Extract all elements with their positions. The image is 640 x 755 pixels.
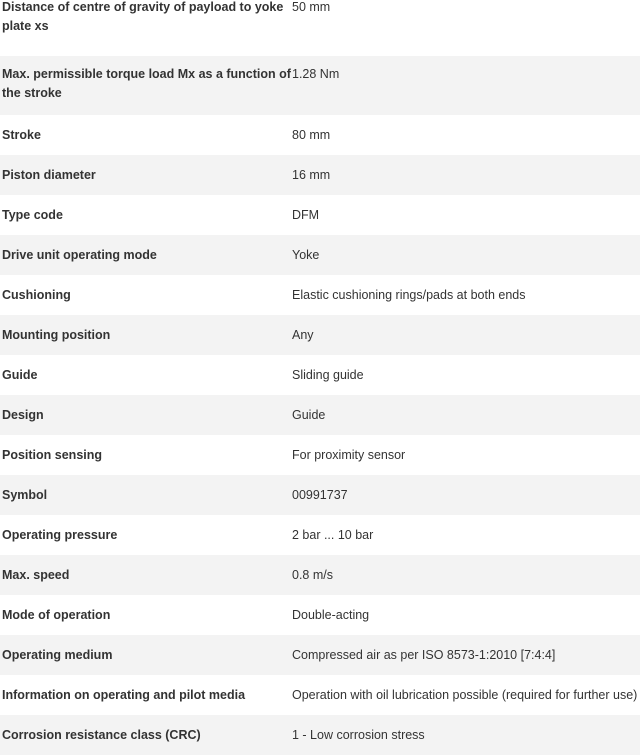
spec-label: Corrosion resistance class (CRC) bbox=[2, 728, 201, 742]
spec-label: Mounting position bbox=[2, 328, 111, 342]
spec-row bbox=[0, 395, 640, 435]
spec-row bbox=[0, 315, 640, 355]
spec-value: 50 mm bbox=[292, 0, 331, 14]
spec-value: 2 bar ... 10 bar bbox=[292, 528, 374, 542]
spec-row bbox=[0, 355, 640, 395]
spec-label: Type code bbox=[2, 208, 63, 222]
spec-value: 1.28 Nm bbox=[292, 67, 340, 81]
spec-row bbox=[0, 115, 640, 155]
spec-label: Max. speed bbox=[2, 568, 70, 582]
spec-row bbox=[0, 275, 640, 315]
spec-row bbox=[0, 675, 640, 715]
spec-row bbox=[0, 56, 640, 115]
spec-label: Stroke bbox=[2, 128, 41, 142]
spec-label: Design bbox=[2, 408, 44, 422]
spec-row bbox=[0, 635, 640, 675]
spec-label: Position sensing bbox=[2, 448, 103, 462]
spec-row bbox=[0, 475, 640, 515]
spec-value: DFM bbox=[292, 208, 320, 222]
spec-value: 00991737 bbox=[292, 488, 348, 502]
spec-value: Sliding guide bbox=[292, 368, 364, 382]
spec-value: Any bbox=[292, 328, 314, 342]
spec-row bbox=[0, 435, 640, 475]
spec-row bbox=[0, 155, 640, 195]
spec-value: For proximity sensor bbox=[292, 448, 406, 462]
spec-value: Elastic cushioning rings/pads at both ends bbox=[292, 288, 526, 302]
spec-value: 1 - Low corrosion stress bbox=[292, 728, 425, 742]
spec-label: Drive unit operating mode bbox=[2, 248, 157, 262]
spec-value: Double-acting bbox=[292, 608, 370, 622]
spec-row bbox=[0, 715, 640, 755]
spec-row bbox=[0, 0, 640, 56]
spec-row bbox=[0, 555, 640, 595]
spec-value: Compressed air as per ISO 8573-1:2010 [7:4:4] bbox=[292, 648, 556, 662]
spec-label: Mode of operation bbox=[2, 608, 111, 622]
spec-label: Operating medium bbox=[2, 648, 113, 662]
spec-value: Yoke bbox=[292, 248, 320, 262]
spec-value: Operation with oil lubrication possible (required for further use) bbox=[292, 688, 638, 702]
spec-row bbox=[0, 235, 640, 275]
spec-row bbox=[0, 595, 640, 635]
spec-value: Guide bbox=[292, 408, 326, 422]
spec-label: Piston diameter bbox=[2, 168, 96, 182]
spec-label: Distance of centre of gravity of payload to yoke plate xs bbox=[2, 0, 284, 33]
spec-label: Max. permissible torque load Mx as a function of the stroke bbox=[2, 67, 291, 100]
spec-label: Operating pressure bbox=[2, 528, 118, 542]
spec-label: Information on operating and pilot media bbox=[2, 688, 246, 702]
spec-row bbox=[0, 515, 640, 555]
spec-label: Cushioning bbox=[2, 288, 71, 302]
spec-value: 16 mm bbox=[292, 168, 331, 182]
spec-label: Guide bbox=[2, 368, 38, 382]
spec-row bbox=[0, 195, 640, 235]
spec-value: 80 mm bbox=[292, 128, 331, 142]
spec-label: Symbol bbox=[2, 488, 48, 502]
spec-value: 0.8 m/s bbox=[292, 568, 333, 582]
